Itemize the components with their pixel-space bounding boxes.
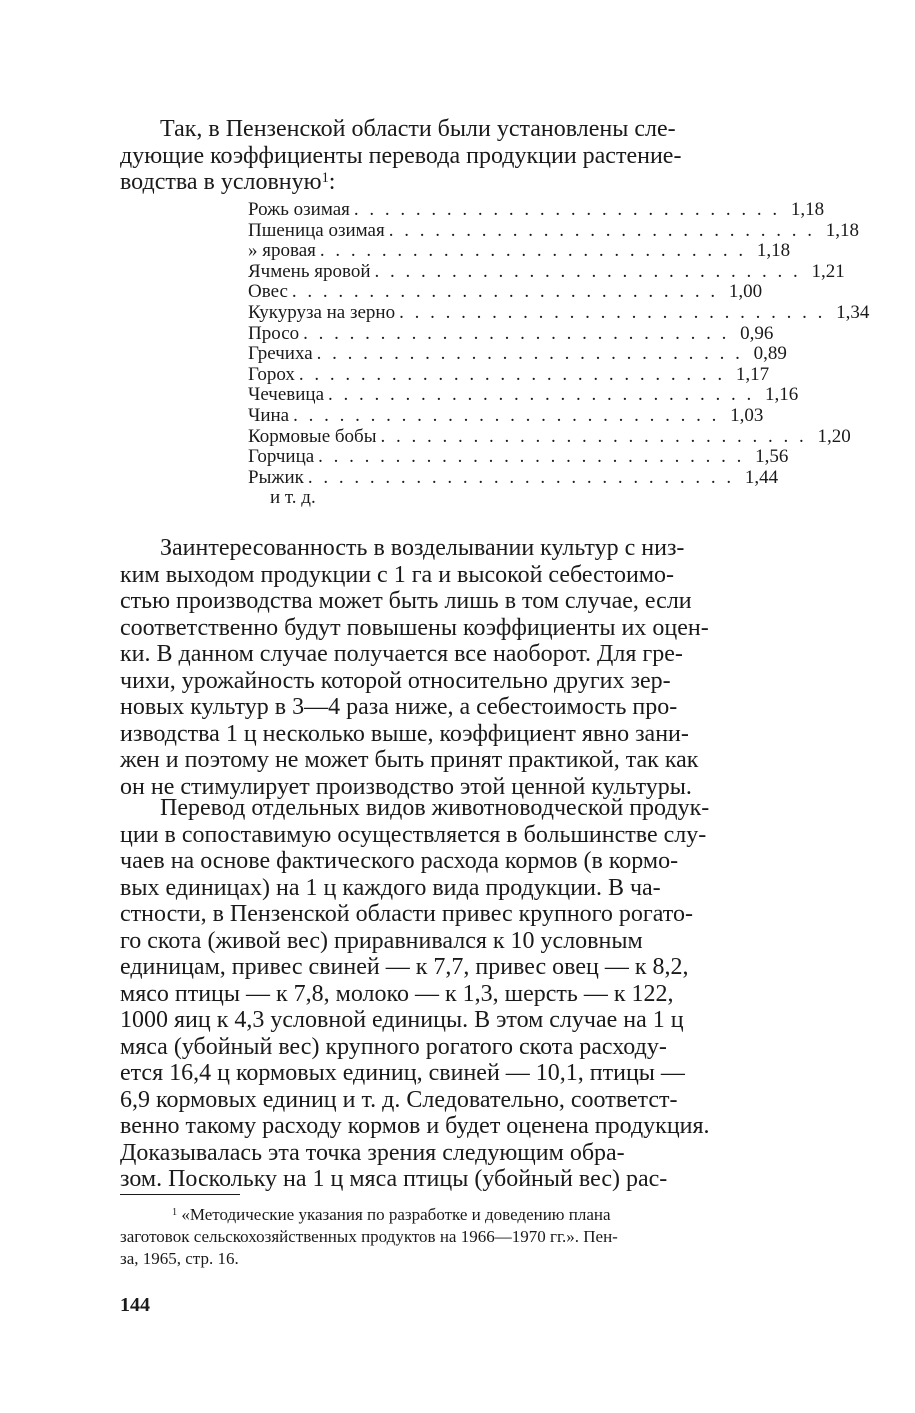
coefficient-value: 1,44	[744, 466, 779, 488]
footnote-line: за, 1965, стр. 16.	[120, 1249, 239, 1268]
coefficient-value: 1,18	[825, 219, 859, 241]
coefficient-value: 1,56	[755, 446, 789, 468]
crop-name: Просо	[248, 322, 300, 344]
coefficient-row	[248, 240, 791, 262]
crop-name: Чечевица	[248, 384, 325, 406]
footnote-line: заготовок сельскохозяйственных продуктов на 1966—1970 гг.». Пен-	[120, 1227, 618, 1246]
dot-leader: . . . . . . . . . . . . . . . . . . . . . . . . . . . .	[380, 425, 807, 447]
text-line: изводства 1 ц несколько выше, коэффициент явно зани-	[120, 720, 689, 747]
coefficient-value: 1,18	[756, 240, 791, 262]
dot-leader: . . . . . . . . . . . . . . . . . . . . . . . . . . . .	[298, 363, 726, 385]
coefficient-row	[248, 363, 770, 386]
coefficient-row	[248, 404, 764, 427]
text-line: он не стимулирует производство этой ценной культуры.	[120, 773, 692, 800]
coefficient-row	[248, 343, 787, 365]
coefficient-row	[248, 384, 799, 406]
text-line: 6,9 кормовых единиц и т. д. Следовательно, соответст-	[120, 1086, 678, 1113]
text-line: соответственно будут повышены коэффициенты их оцен-	[120, 614, 709, 641]
footnote	[120, 1204, 820, 1270]
coefficient-row	[248, 281, 763, 303]
text-line: мясо птицы — к 7,8, молоко — к 1,3, шерсть — к 122,	[120, 980, 674, 1007]
dot-leader: . . . . . . . . . . . . . . . . . . . . . . . . . . . .	[318, 446, 745, 468]
coefficient-row	[248, 446, 789, 468]
crop-name: Гречиха	[248, 343, 313, 365]
footnote-marker: 1	[172, 1206, 178, 1218]
paragraph-interest	[120, 535, 820, 800]
text-line: венно такому расходу кормов и будет оценена продукция.	[120, 1113, 710, 1139]
coefficient-value: 1,16	[765, 384, 799, 406]
crop-name: Овес	[248, 281, 288, 303]
footnote-divider	[120, 1194, 240, 1195]
intro-line: Так, в Пензенской области были установлены сле-	[160, 116, 676, 142]
coefficient-value: 1,34	[836, 301, 870, 323]
coefficient-value: 1,18	[790, 199, 825, 220]
text-line: чаев на основе фактического расхода кормов (в кормо-	[120, 848, 679, 874]
crop-name: » яровая	[248, 240, 316, 262]
paragraph-livestock	[120, 795, 820, 1193]
text-line: ется 16,4 ц кормовых единиц, свиней — 10,1, птицы —	[120, 1060, 685, 1086]
coefficient-value: 0,96	[740, 322, 774, 344]
page-number: 144	[120, 1294, 150, 1316]
dot-leader: . . . . . . . . . . . . . . . . . . . . . . . . . . . .	[374, 260, 801, 282]
crop-name: Рыжик	[248, 466, 304, 488]
dot-leader: . . . . . . . . . . . . . . . . . . . . . . . . . . . .	[293, 404, 720, 426]
text-line: зом. Поскольку на 1 ц мяса птицы (убойный вес) рас-	[120, 1166, 668, 1192]
coefficient-row	[248, 322, 774, 345]
coefficient-row	[248, 260, 845, 283]
coefficient-row	[248, 219, 859, 242]
intro-line: дующие коэффициенты перевода продукции растение-	[120, 142, 682, 169]
text-line: стью производства может быть лишь в том случае, если	[120, 588, 692, 614]
crop-name: Горчица	[248, 446, 315, 468]
coefficient-value: 1,21	[811, 260, 845, 282]
dot-leader: . . . . . . . . . . . . . . . . . . . . . . . . . . . .	[328, 384, 755, 406]
dot-leader: . . . . . . . . . . . . . . . . . . . . . . . . . . . .	[291, 281, 719, 303]
text-line: новых культур в 3—4 раза ниже, а себестоимость про-	[120, 694, 678, 720]
crop-name: Кормовые бобы	[248, 425, 377, 447]
text-line: мяса (убойный вес) крупного рогатого скота расходу-	[120, 1033, 667, 1060]
dot-leader: . . . . . . . . . . . . . . . . . . . . . . . . . . . .	[388, 219, 815, 241]
text-line: Заинтересованность в возделывании культур с низ-	[160, 535, 685, 561]
text-line: 1000 яиц к 4,3 условной единицы. В этом случае на 1 ц	[120, 1007, 684, 1033]
coefficient-row	[248, 425, 851, 448]
intro-line-tail: :	[328, 169, 336, 195]
text-line: вых единицах) на 1 ц каждого вида продукции. В ча-	[120, 874, 661, 901]
text-line: чихи, урожайность которой относительно других зер-	[120, 667, 671, 694]
coefficient-value: 0,89	[753, 343, 787, 365]
coefficient-value: 1,03	[730, 404, 764, 426]
text-line: Перевод отдельных видов животноводческой продук-	[160, 795, 710, 821]
coefficient-row	[248, 466, 779, 489]
text-line: ции в сопоставимую осуществляется в большинстве слу-	[120, 821, 707, 848]
text-line: единицам, привес свиней — к 7,7, привес овец — к 8,2,	[120, 954, 689, 980]
crop-name: Горох	[248, 363, 295, 385]
coefficient-table	[248, 199, 870, 509]
intro-line-text: водства в условную	[120, 169, 322, 195]
coefficient-value: 1,20	[817, 425, 851, 447]
coefficient-value: 1,00	[728, 281, 763, 303]
text-line: Доказывалась эта точка зрения следующим обра-	[120, 1139, 625, 1166]
dot-leader: . . . . . . . . . . . . . . . . . . . . . . . . . . . .	[319, 240, 747, 262]
intro-line	[120, 169, 820, 196]
dot-leader: . . . . . . . . . . . . . . . . . . . . . . . . . . . .	[307, 466, 735, 488]
coefficient-value: 1,17	[735, 363, 770, 385]
footnote-line	[120, 1204, 820, 1226]
text-line: ки. В данном случае получается все наоборот. Для гре-	[120, 641, 683, 667]
coefficient-row	[248, 301, 870, 324]
crop-name: Чина	[248, 404, 290, 426]
text-line: стности, в Пензенской области привес крупного рогато-	[120, 901, 693, 927]
crop-name: Кукуруза на зерно	[248, 301, 396, 323]
dot-leader: . . . . . . . . . . . . . . . . . . . . . . . . . . . .	[316, 343, 743, 365]
table-etc: и т. д.	[270, 487, 316, 509]
crop-name: Пшеница озимая	[248, 219, 385, 241]
crop-name: Рожь озимая	[248, 199, 350, 220]
footnote-line-text: «Методические указания по разработке и доведению плана	[181, 1205, 611, 1224]
dot-leader: . . . . . . . . . . . . . . . . . . . . . . . . . . . .	[303, 322, 730, 344]
intro-paragraph	[120, 116, 820, 196]
crop-name: Ячмень яровой	[248, 260, 371, 282]
text-line: го скота (живой вес) приравнивался к 10 условным	[120, 927, 643, 954]
coefficient-row	[248, 199, 825, 221]
footnote-reference[interactable]: 1	[321, 169, 329, 186]
dot-leader: . . . . . . . . . . . . . . . . . . . . . . . . . . . .	[399, 301, 826, 323]
text-line: ким выходом продукции с 1 га и высокой себестоимо-	[120, 561, 675, 588]
dot-leader: . . . . . . . . . . . . . . . . . . . . . . . . . . . .	[353, 199, 781, 220]
text-line: жен и поэтому не может быть принят практикой, так как	[120, 747, 699, 773]
